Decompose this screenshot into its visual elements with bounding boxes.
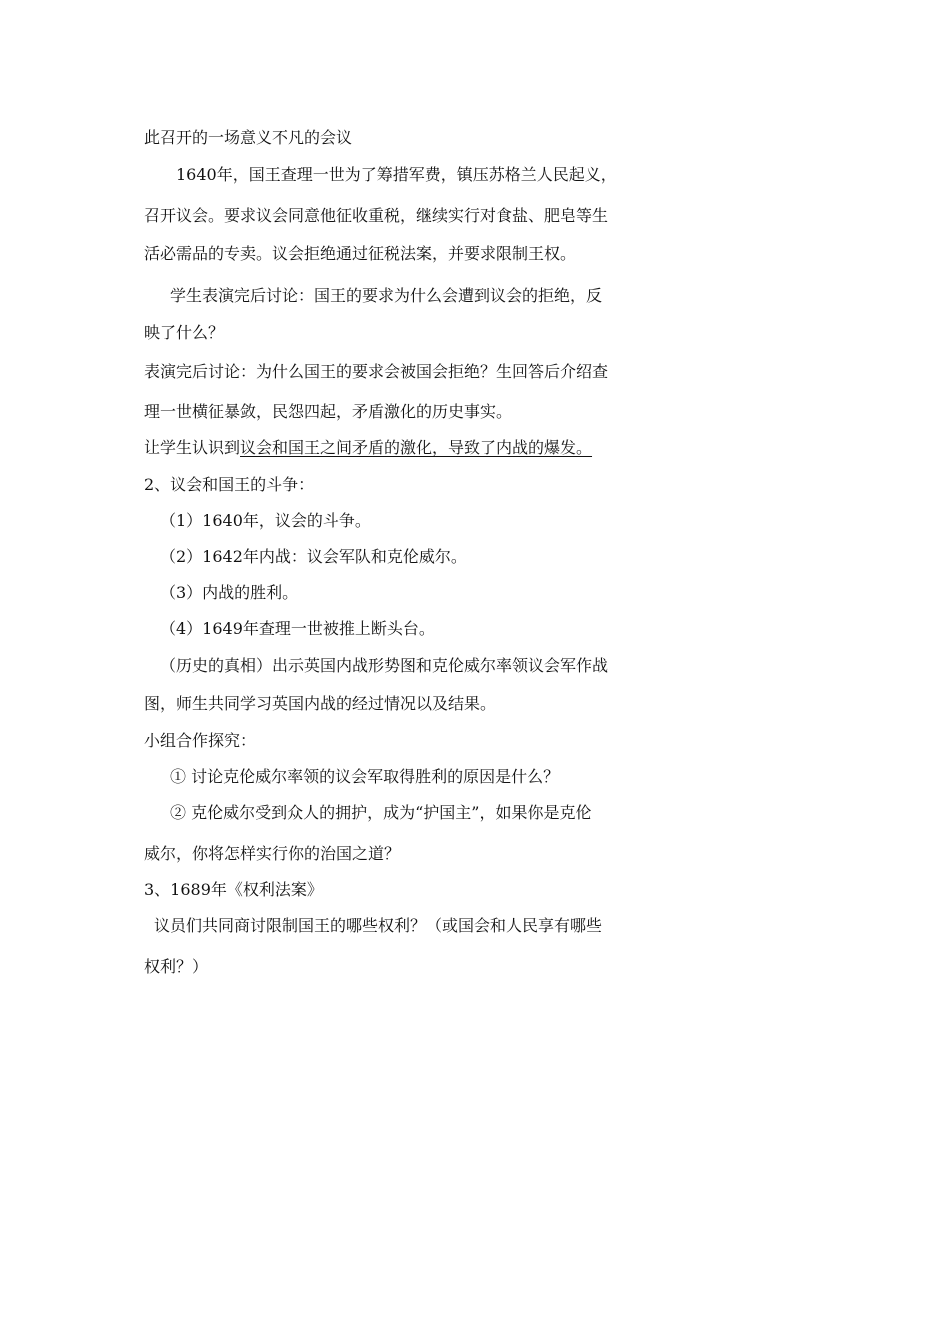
text-line-history-truth: （历史的真相）出示英国内战形势图和克伦威尔率领议会军作战 bbox=[160, 656, 609, 675]
question-item-2-cont: 威尔，你将怎样实行你的治国之道？ bbox=[144, 844, 401, 863]
question-item-2: ② 克伦威尔受到众人的拥护，成为“护国主”，如果你是克伦 bbox=[170, 803, 592, 822]
text-line-discussion-question-cont: 映了什么？ bbox=[144, 323, 225, 342]
list-item-1: （1）1640年，议会的斗争。 bbox=[160, 511, 371, 530]
text-line-rights-question: 议员们共同商讨限制国王的哪些权利？（或国会和人民享有哪些 bbox=[154, 916, 603, 935]
text-line-after-performance: 表演完后讨论：为什么国王的要求会被国会拒绝？生回答后介绍查 bbox=[144, 362, 609, 381]
conclusion-prefix: 让学生认识到 bbox=[144, 438, 241, 457]
list-item-2: （2）1642年内战：议会军队和克伦威尔。 bbox=[160, 547, 467, 566]
text-line-parliament-convened: 召开议会。要求议会同意他征收重税，继续实行对食盐、肥皂等生 bbox=[144, 206, 609, 225]
text-line-history-truth-cont: 图，师生共同学习英国内战的经过情况以及结果。 bbox=[144, 694, 497, 713]
text-line-1640-background: 1640年，国王查理一世为了筹措军费，镇压苏格兰人民起义， bbox=[176, 165, 617, 184]
conclusion-underlined: 议会和国王之间矛盾的激化，导致了内战的爆发。 bbox=[240, 438, 593, 457]
text-line-historical-facts: 理一世横征暴敛，民怨四起，矛盾激化的历史事实。 bbox=[144, 402, 513, 421]
section-heading-struggle: 2、议会和国王的斗争： bbox=[144, 475, 315, 494]
question-item-1: ① 讨论克伦威尔率领的议会军取得胜利的原因是什么？ bbox=[170, 767, 560, 786]
list-item-3: （3）内战的胜利。 bbox=[160, 583, 299, 602]
section-heading-bill-of-rights: 3、1689年《权利法案》 bbox=[144, 880, 323, 899]
list-item-4: （4）1649年查理一世被推上断头台。 bbox=[160, 619, 435, 638]
text-line-intro: 此召开的一场意义不凡的会议 bbox=[144, 128, 353, 147]
text-line-discussion-question: 学生表演完后讨论：国王的要求为什么会遭到议会的拒绝，反 bbox=[170, 286, 603, 305]
text-line-rights-question-cont: 权利？） bbox=[144, 957, 209, 976]
text-line-conclusion bbox=[144, 438, 592, 458]
text-line-monopoly: 活必需品的专卖。议会拒绝通过征税法案，并要求限制王权。 bbox=[144, 244, 577, 263]
section-heading-group-work: 小组合作探究： bbox=[144, 731, 257, 750]
